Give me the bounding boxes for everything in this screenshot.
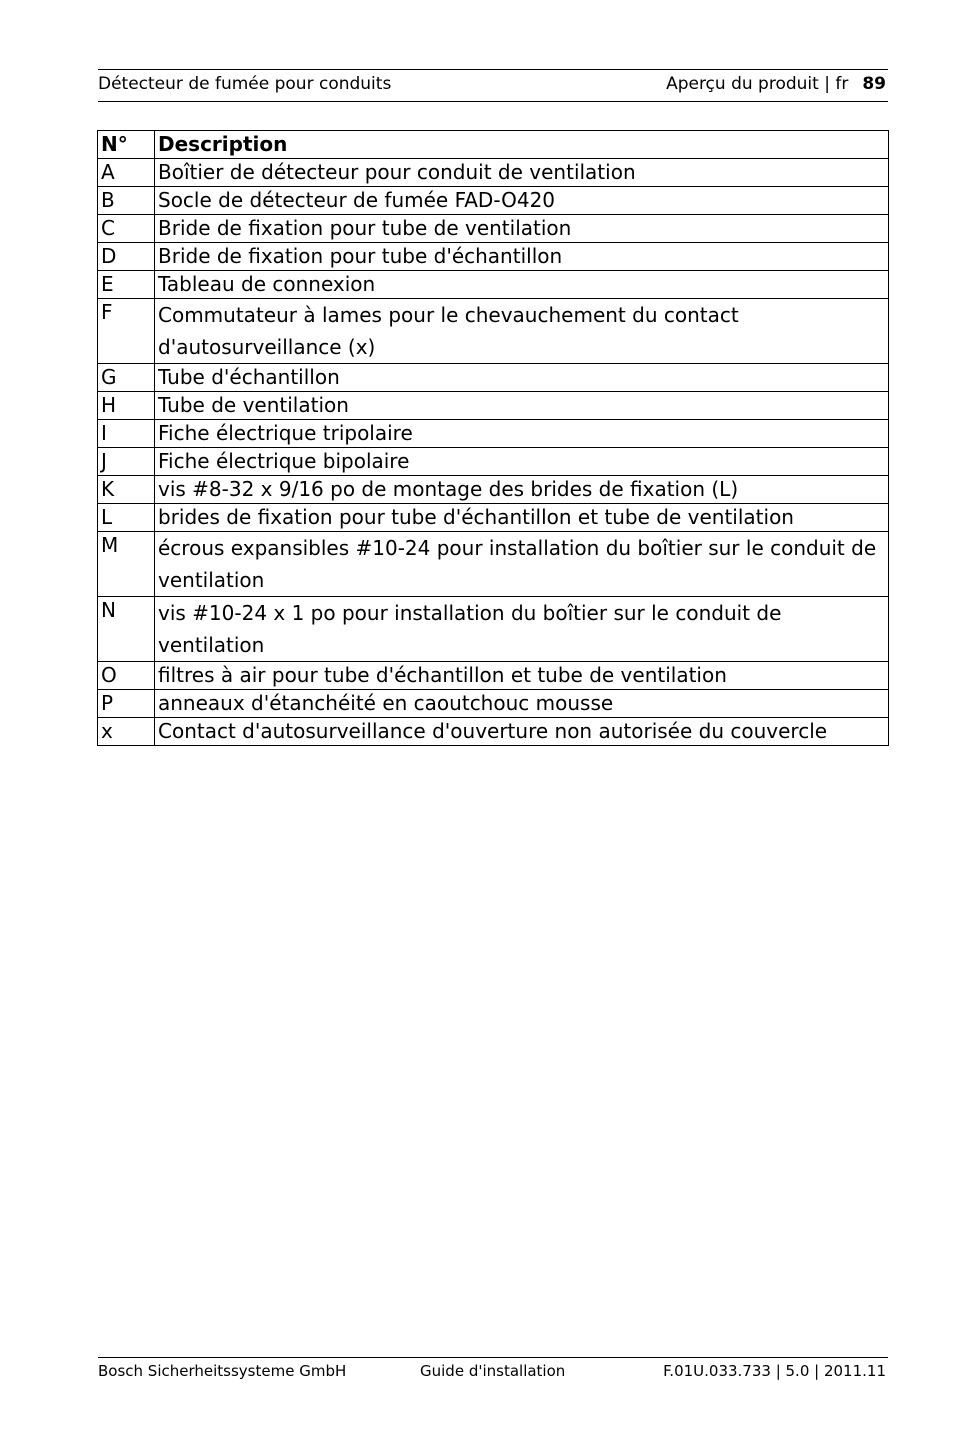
row-description: Tube d'échantillon xyxy=(155,364,889,392)
table-row xyxy=(98,476,889,504)
header-section xyxy=(666,74,886,94)
row-description: anneaux d'étanchéité en caoutchouc mousse xyxy=(155,690,889,718)
row-id: M xyxy=(98,532,155,597)
table-row xyxy=(98,448,889,476)
footer-doc-ref: F.01U.033.733 | 5.0 | 2011.11 xyxy=(663,1362,886,1380)
row-description: Boîtier de détecteur pour conduit de ventilation xyxy=(155,159,889,187)
row-description: brides de fixation pour tube d'échantillon et tube de ventilation xyxy=(155,504,889,532)
row-id: L xyxy=(98,504,155,532)
row-description: Bride de fixation pour tube de ventilation xyxy=(155,215,889,243)
footer-company: Bosch Sicherheitssysteme GmbH xyxy=(98,1362,347,1380)
row-description: filtres à air pour tube d'échantillon et tube de ventilation xyxy=(155,662,889,690)
row-id: B xyxy=(98,187,155,215)
page-header xyxy=(98,69,888,102)
row-id: H xyxy=(98,392,155,420)
table-row xyxy=(98,392,889,420)
parts-table xyxy=(97,130,889,746)
page-footer xyxy=(98,1357,888,1385)
table-row xyxy=(98,187,889,215)
table-row xyxy=(98,215,889,243)
column-header-description: Description xyxy=(155,131,889,159)
row-id: J xyxy=(98,448,155,476)
table-row xyxy=(98,690,889,718)
table-row xyxy=(98,364,889,392)
row-id: x xyxy=(98,718,155,746)
row-id: A xyxy=(98,159,155,187)
table-row xyxy=(98,420,889,448)
row-id: C xyxy=(98,215,155,243)
row-id: D xyxy=(98,243,155,271)
row-description: Tableau de connexion xyxy=(155,271,889,299)
row-description: Fiche électrique tripolaire xyxy=(155,420,889,448)
row-id: F xyxy=(98,299,155,364)
header-section-label: Aperçu du produit | fr xyxy=(666,74,849,94)
row-id: I xyxy=(98,420,155,448)
row-description: vis #8-32 x 9/16 po de montage des brides de fixation (L) xyxy=(155,476,889,504)
row-description: Fiche électrique bipolaire xyxy=(155,448,889,476)
row-id: K xyxy=(98,476,155,504)
row-description: Contact d'autosurveillance d'ouverture non autorisée du couvercle xyxy=(155,718,889,746)
table-row xyxy=(98,597,889,662)
row-description: Commutateur à lames pour le chevauchement du contact d'autosurveillance (x) xyxy=(155,299,889,364)
row-description: Bride de fixation pour tube d'échantillon xyxy=(155,243,889,271)
footer-doc-type: Guide d'installation xyxy=(420,1362,566,1380)
table-row xyxy=(98,504,889,532)
row-description: Socle de détecteur de fumée FAD-O420 xyxy=(155,187,889,215)
table-row xyxy=(98,159,889,187)
row-description: Tube de ventilation xyxy=(155,392,889,420)
table-row xyxy=(98,718,889,746)
row-id: E xyxy=(98,271,155,299)
table-row xyxy=(98,243,889,271)
table-row xyxy=(98,299,889,364)
row-id: G xyxy=(98,364,155,392)
row-id: P xyxy=(98,690,155,718)
table-header-row xyxy=(98,131,889,159)
table-row xyxy=(98,271,889,299)
row-description: vis #10-24 x 1 po pour installation du boîtier sur le conduit de ventilation xyxy=(155,597,889,662)
table-row xyxy=(98,662,889,690)
table-row xyxy=(98,532,889,597)
row-id: N xyxy=(98,597,155,662)
row-id: O xyxy=(98,662,155,690)
header-title: Détecteur de fumée pour conduits xyxy=(98,74,392,94)
column-header-number: N° xyxy=(98,131,155,159)
row-description: écrous expansibles #10-24 pour installation du boîtier sur le conduit de ventilation xyxy=(155,532,889,597)
page-number: 89 xyxy=(862,74,886,94)
